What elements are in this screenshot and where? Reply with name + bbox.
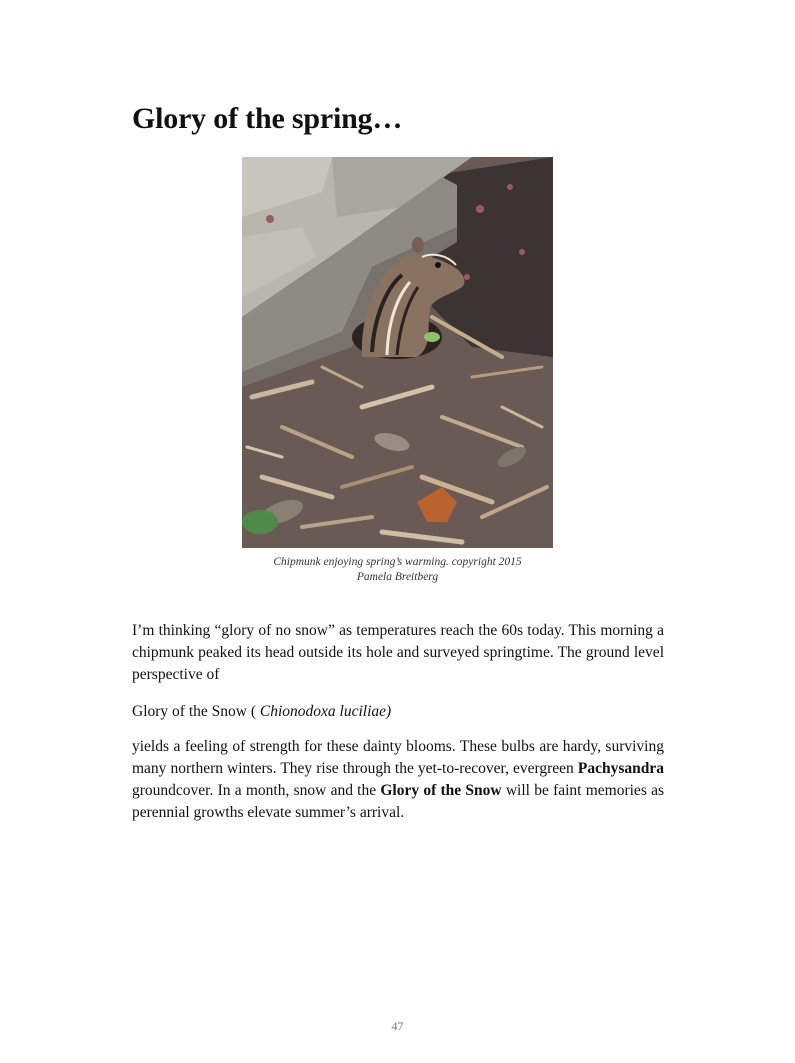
page-number: 47	[391, 1019, 404, 1033]
plant-common-name: Glory of the Snow (	[132, 703, 260, 720]
plant-latin-name: Chionodoxa luciliae)	[259, 703, 392, 720]
description-text-3: will be faint memories as perennial growths elevate summer’s arrival.	[132, 782, 664, 821]
pachysandra-bold: Pachysandra	[577, 760, 664, 777]
photo-caption	[242, 555, 553, 585]
description-text-2: groundcover. In a month, snow and the	[132, 782, 381, 799]
glory-of-the-snow-bold: Glory of the Snow	[380, 782, 502, 799]
paragraph-intro: I’m thinking “glory of no snow” as temperatures reach the 60s today. This morning a chipmunk peaked its head outside its hole and surveyed springtime. The ground level perspective of	[132, 622, 664, 683]
paragraph-description	[132, 736, 664, 824]
chipmunk-photo	[242, 157, 553, 548]
caption-line-1: Chipmunk enjoying spring’s warming. copyright 2015	[273, 556, 522, 568]
caption-line-2: Pamela Breitberg	[356, 571, 439, 583]
page-title: Glory of the spring…	[132, 102, 403, 135]
description-text-1: yields a feeling of strength for these dainty blooms. These bulbs are hardy, surviving many northern winters. They rise through the yet-to-recover, evergreen	[132, 738, 664, 777]
paragraph-plant-name	[132, 701, 664, 723]
